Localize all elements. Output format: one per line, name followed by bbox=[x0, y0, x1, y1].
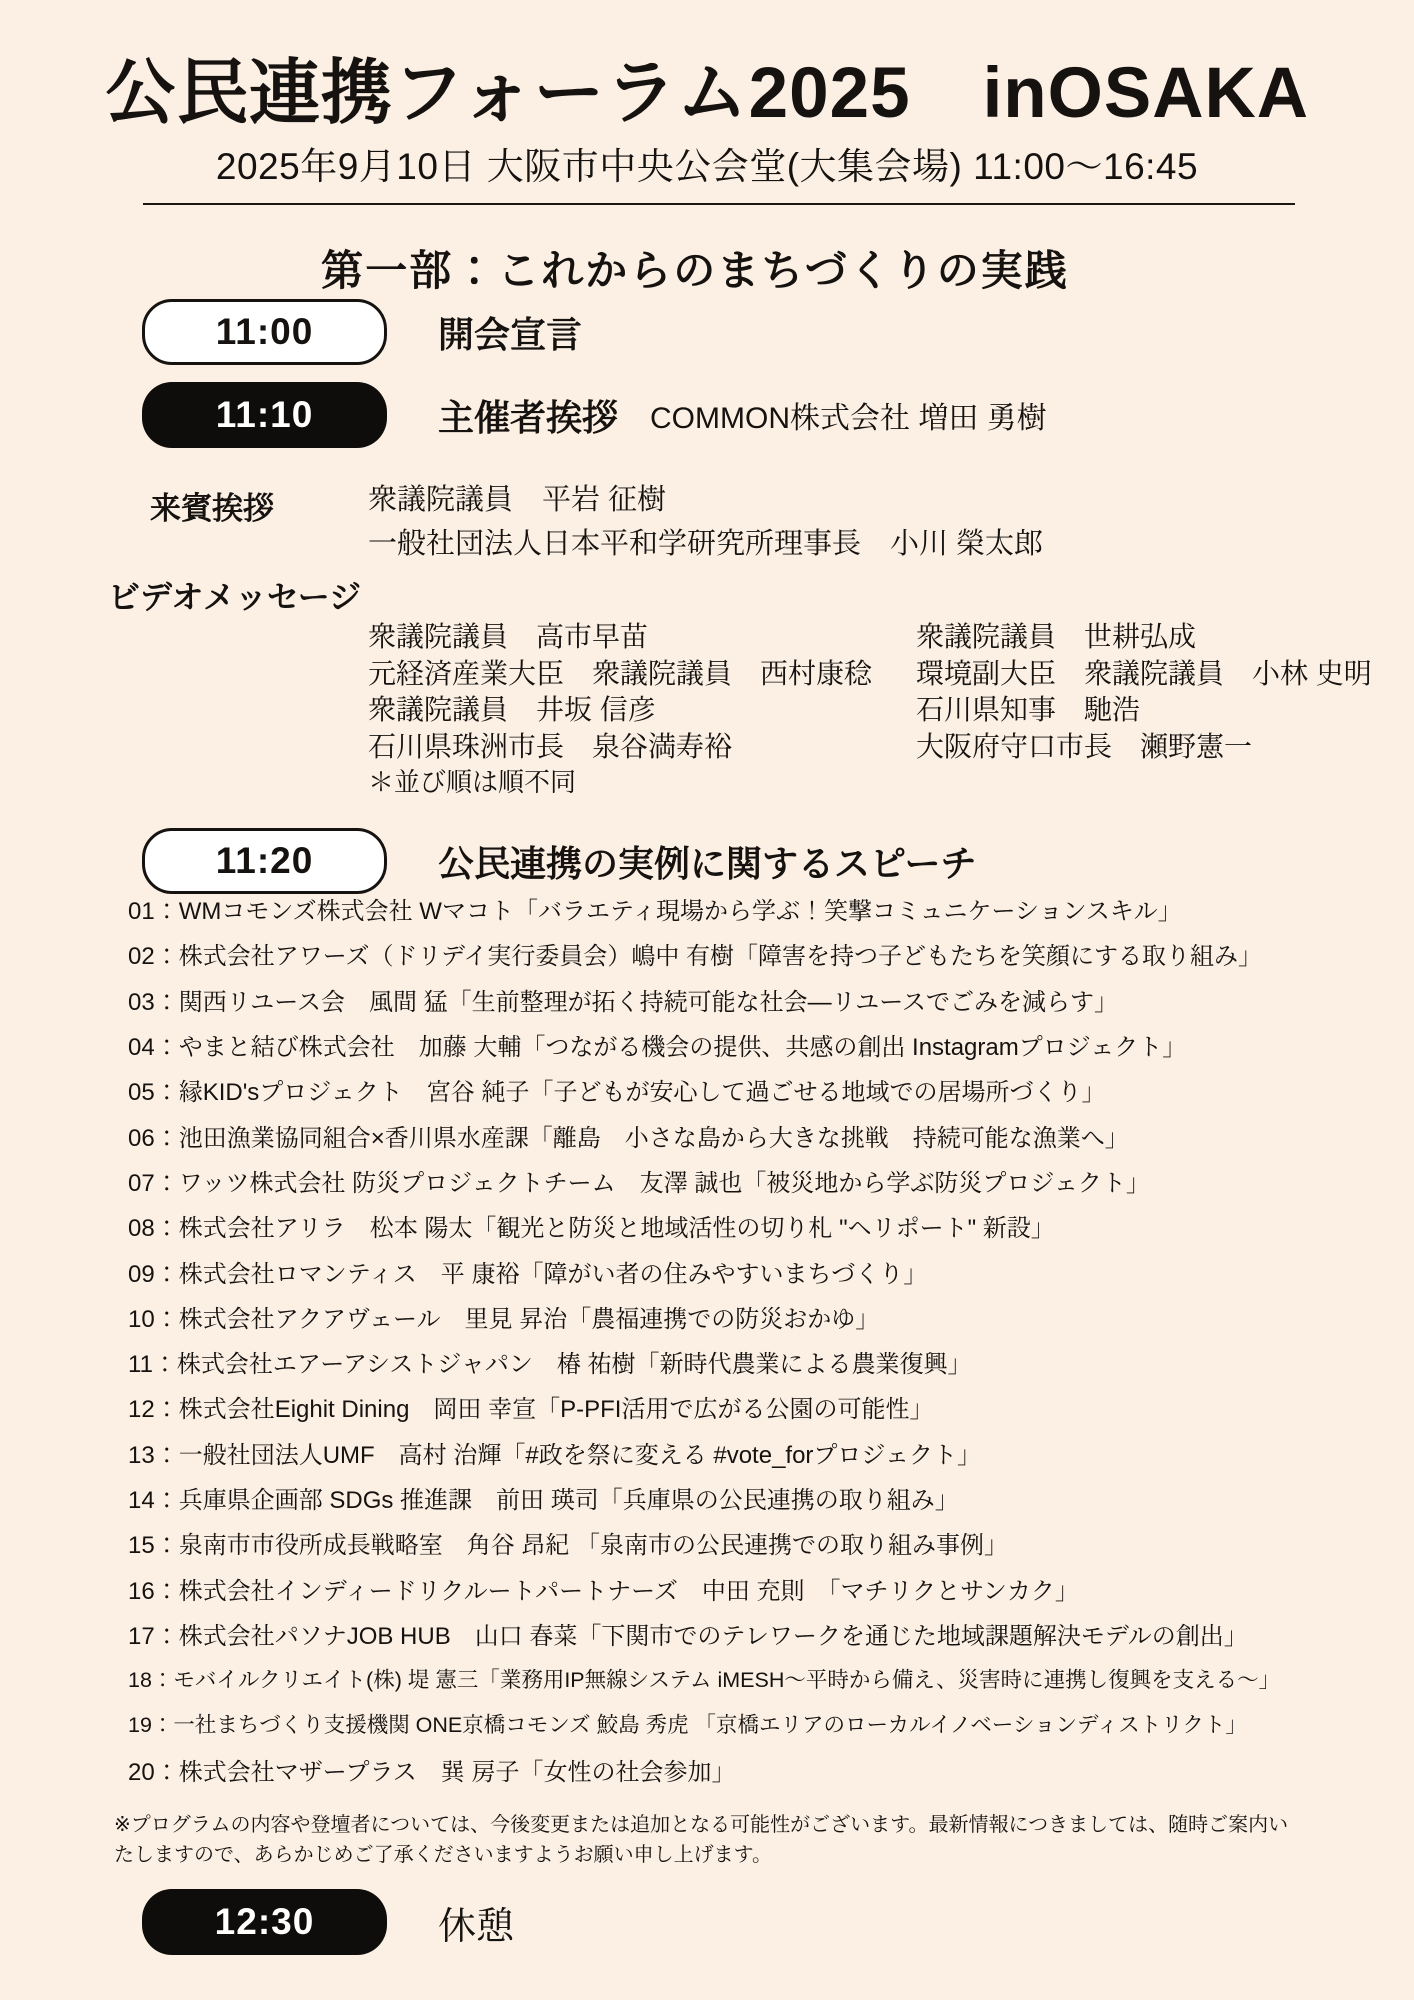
greeting-speaker: COMMON株式会社 増田 勇樹 bbox=[650, 402, 1047, 435]
speech-item: 20：株式会社マザープラス 巽 房子「女性の社会参加」 bbox=[128, 1758, 736, 1786]
speech-item: 06：池田漁業協同組合×香川県水産課「離島 小さな島から大きな挑戦 持続可能な漁業へ」 bbox=[128, 1124, 1129, 1152]
page-title: 公民連携フォーラム2025 inOSAKA bbox=[104, 54, 1310, 133]
speech-item: 04：やまと結び株式会社 加藤 大輔「つながる機会の提供、共感の創出 Instagramプロジェクト」 bbox=[128, 1034, 1187, 1062]
speech-item: 10：株式会社アクアヴェール 里見 昇治「農福連携での防災おかゆ」 bbox=[128, 1305, 880, 1333]
speeches-label: 公民連携の実例に関するスピーチ bbox=[438, 842, 977, 884]
program-disclaimer: ※プログラムの内容や登壇者については、今後変更または追加となる可能性がございます。最新情報につきましては、随時ご案内いたしますので、あらかじめご了承くださいますようお願い申し上げます。 bbox=[114, 1814, 1289, 1866]
speech-item: 12：株式会社Eighit Dining 岡田 幸宣「P-PFI活用で広がる公園の可能性」 bbox=[128, 1396, 934, 1424]
video-name: 衆議院議員 井坂 信彦 bbox=[368, 694, 656, 725]
speech-item: 15：泉南市市役所成長戦略室 角谷 昂紀 「泉南市の公民連携での取り組み事例」 bbox=[128, 1532, 1009, 1560]
video-name: 環境副大臣 衆議院議員 小林 史明 bbox=[916, 657, 1372, 689]
header-divider bbox=[143, 203, 1295, 205]
time-badge-1110: 11:10 bbox=[142, 382, 387, 448]
video-name: 大阪府守口市長 瀬野憲一 bbox=[916, 730, 1253, 762]
video-message-label: ビデオメッセージ bbox=[108, 579, 362, 615]
speech-item: 17：株式会社パソナJOB HUB 山口 春菜「下関市でのテレワークを通じた地域課題解決モデルの創出」 bbox=[128, 1622, 1248, 1650]
guest-line: 一般社団法人日本平和学研究所理事長 小川 榮太郎 bbox=[368, 528, 1044, 560]
break-label: 休憩 bbox=[438, 1905, 515, 1948]
video-message-names bbox=[368, 619, 1372, 765]
speech-item: 09：株式会社ロマンティス 平 康裕「障がい者の住みやすいまちづくり」 bbox=[128, 1260, 928, 1288]
section-title: 第一部：これからのまちづくりの実践 bbox=[321, 247, 1069, 294]
speech-item: 01：WMコモンズ株式会社 Wマコト「バラエティ現場から学ぶ！笑撃コミュニケーションスキル」 bbox=[128, 898, 1182, 926]
speech-item: 02：株式会社アワーズ（ドリデイ実行委員会）嶋中 有樹「障害を持つ子どもたちを笑顔にする取り組み」 bbox=[128, 943, 1262, 971]
speech-item: 08：株式会社アリラ 松本 陽太「観光と防災と地域活性の切り札 "ヘリポート" 新設」 bbox=[128, 1215, 1055, 1243]
video-name: 衆議院議員 高市早苗 bbox=[368, 621, 649, 652]
speech-item: 13：一般社団法人UMF 高村 治輝「#政を祭に変える #vote_forプロジェクト」 bbox=[128, 1441, 981, 1469]
speech-list bbox=[128, 886, 1364, 1792]
video-name: 元経済産業大臣 衆議院議員 西村康稔 bbox=[368, 657, 873, 689]
time-badge-1100: 11:00 bbox=[142, 299, 387, 365]
event-date-venue: 2025年9月10日 大阪市中央公会堂(大集会場) 11:00〜16:45 bbox=[215, 146, 1199, 187]
speech-item: 03：関西リユース会 風間 猛「生前整理が拓く持続可能な社会―リユースでごみを減らす」 bbox=[128, 988, 1119, 1016]
speech-item: 14：兵庫県企画部 SDGs 推進課 前田 瑛司「兵庫県の公民連携の取り組み」 bbox=[128, 1487, 959, 1514]
opening-label: 開会宣言 bbox=[438, 313, 583, 355]
video-name: 石川県知事 馳浩 bbox=[916, 694, 1141, 725]
schedule-row-opening bbox=[142, 299, 582, 365]
video-order-note: ＊並び順は順不同 bbox=[368, 767, 577, 797]
guest-line: 衆議院議員 平岩 征樹 bbox=[368, 484, 667, 516]
time-badge-1120: 11:20 bbox=[142, 828, 387, 894]
speech-item: 11：株式会社エアーアシストジャパン 椿 祐樹「新時代農業による農業復興」 bbox=[128, 1351, 972, 1379]
speech-item: 16：株式会社インディードリクルートパートナーズ 中田 充則 「マチリクとサンカク」 bbox=[128, 1577, 1079, 1605]
greeting-label: 主催者挨拶 bbox=[438, 396, 619, 438]
speech-item: 19：一社まちづくり支援機関 ONE京橋コモンズ 鮫島 秀虎 「京橋エリアのローカルイノベーションディストリクト」 bbox=[128, 1713, 1247, 1738]
guest-greeting-label: 来賓挨拶 bbox=[150, 491, 274, 526]
guest-greeting-block bbox=[150, 478, 1043, 566]
speech-item: 07：ワッツ株式会社 防災プロジェクトチーム 友澤 誠也「被災地から学ぶ防災プロジェクト」 bbox=[128, 1169, 1150, 1197]
schedule-row-break bbox=[142, 1889, 514, 1955]
video-name: 衆議院議員 世耕弘成 bbox=[916, 621, 1197, 652]
schedule-row-greeting bbox=[142, 382, 1047, 448]
schedule-row-speeches bbox=[142, 828, 977, 894]
guest-names bbox=[368, 478, 1043, 566]
video-name: 石川県珠洲市長 泉谷満寿裕 bbox=[368, 730, 733, 762]
time-badge-1230: 12:30 bbox=[142, 1889, 387, 1955]
speech-item: 05：縁KID'sプロジェクト 宮谷 純子「子どもが安心して過ごせる地域での居場所づくり」 bbox=[128, 1079, 1106, 1107]
speech-item: 18：モバイルクリエイト(株) 堤 憲三「業務用IP無線システム iMESH〜平時から備え、災害時に連携し復興を支える〜」 bbox=[128, 1668, 1281, 1693]
